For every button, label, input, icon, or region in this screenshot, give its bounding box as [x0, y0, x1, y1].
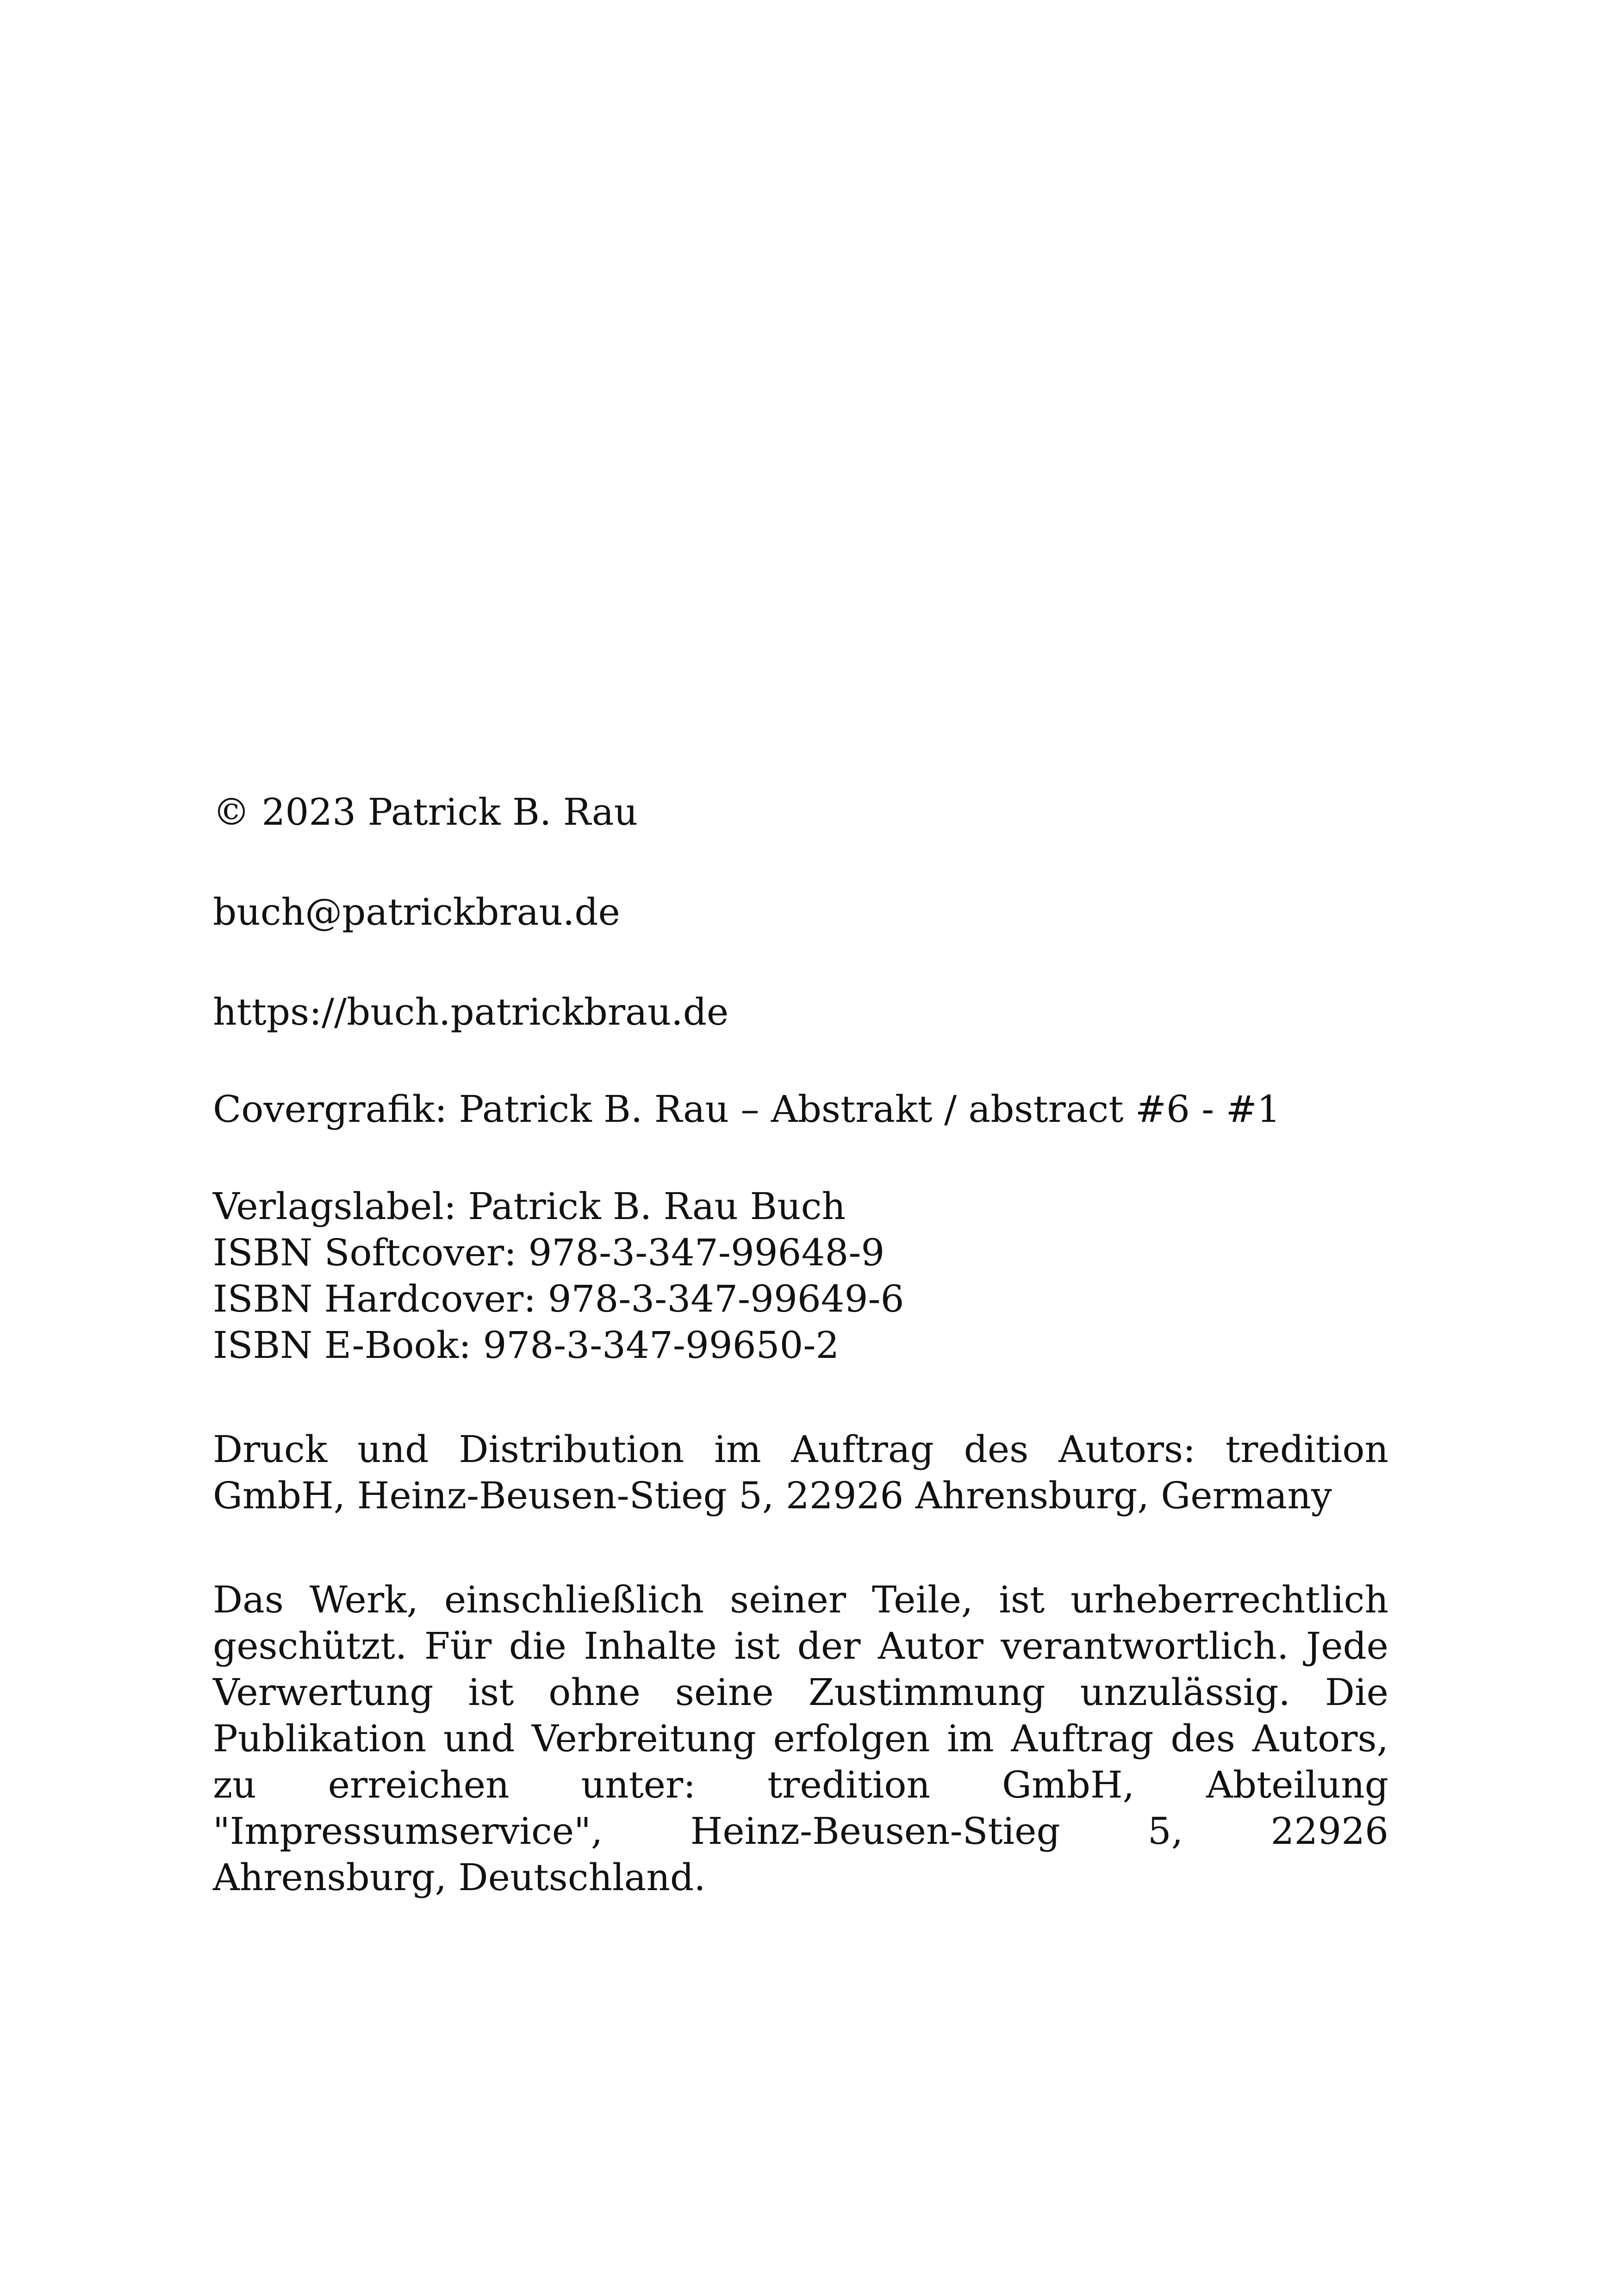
- distribution-paragraph: Druck und Distribution im Auftrag des Autors: tredition GmbH, Heinz-Beusen-Stieg 5, 22926 Ahrensburg, Germany: [213, 1428, 1388, 1517]
- cover-credit: Covergrafik: Patrick B. Rau – Abstrakt / abstract #6 - #1: [213, 1088, 1281, 1131]
- isbn-hardcover: ISBN Hardcover: 978-3-347-99649-6: [213, 1277, 904, 1320]
- imprint-block: [213, 789, 1388, 1901]
- isbn-ebook: ISBN E-Book: 978-3-347-99650-2: [213, 1324, 840, 1367]
- contact-email[interactable]: buch@patrickbrau.de: [213, 890, 620, 933]
- isbn-softcover: ISBN Softcover: 978-3-347-99648-9: [213, 1231, 885, 1274]
- copyright-notice: © 2023 Patrick B. Rau: [213, 790, 638, 834]
- legal-notice-paragraph: Das Werk, einschließlich seiner Teile, ist urheberrechtlich geschützt. Für die Inhalte ist der Autor verantwortlich. Jede Verwertung ist ohne seine Zustimmung unzulässig. Die Publikation und Verbreitung erfolgen im Auftrag des Autors, zu erreichen unter: tredition GmbH, Abteilung "Impressumservice", Heinz-Beusen-Stieg 5, 22926 Ahrensburg, Deutschland.: [213, 1578, 1388, 1899]
- website-link[interactable]: https://buch.patrickbrau.de: [213, 990, 729, 1033]
- publisher-label: Verlagslabel: Patrick B. Rau Buch: [213, 1185, 846, 1228]
